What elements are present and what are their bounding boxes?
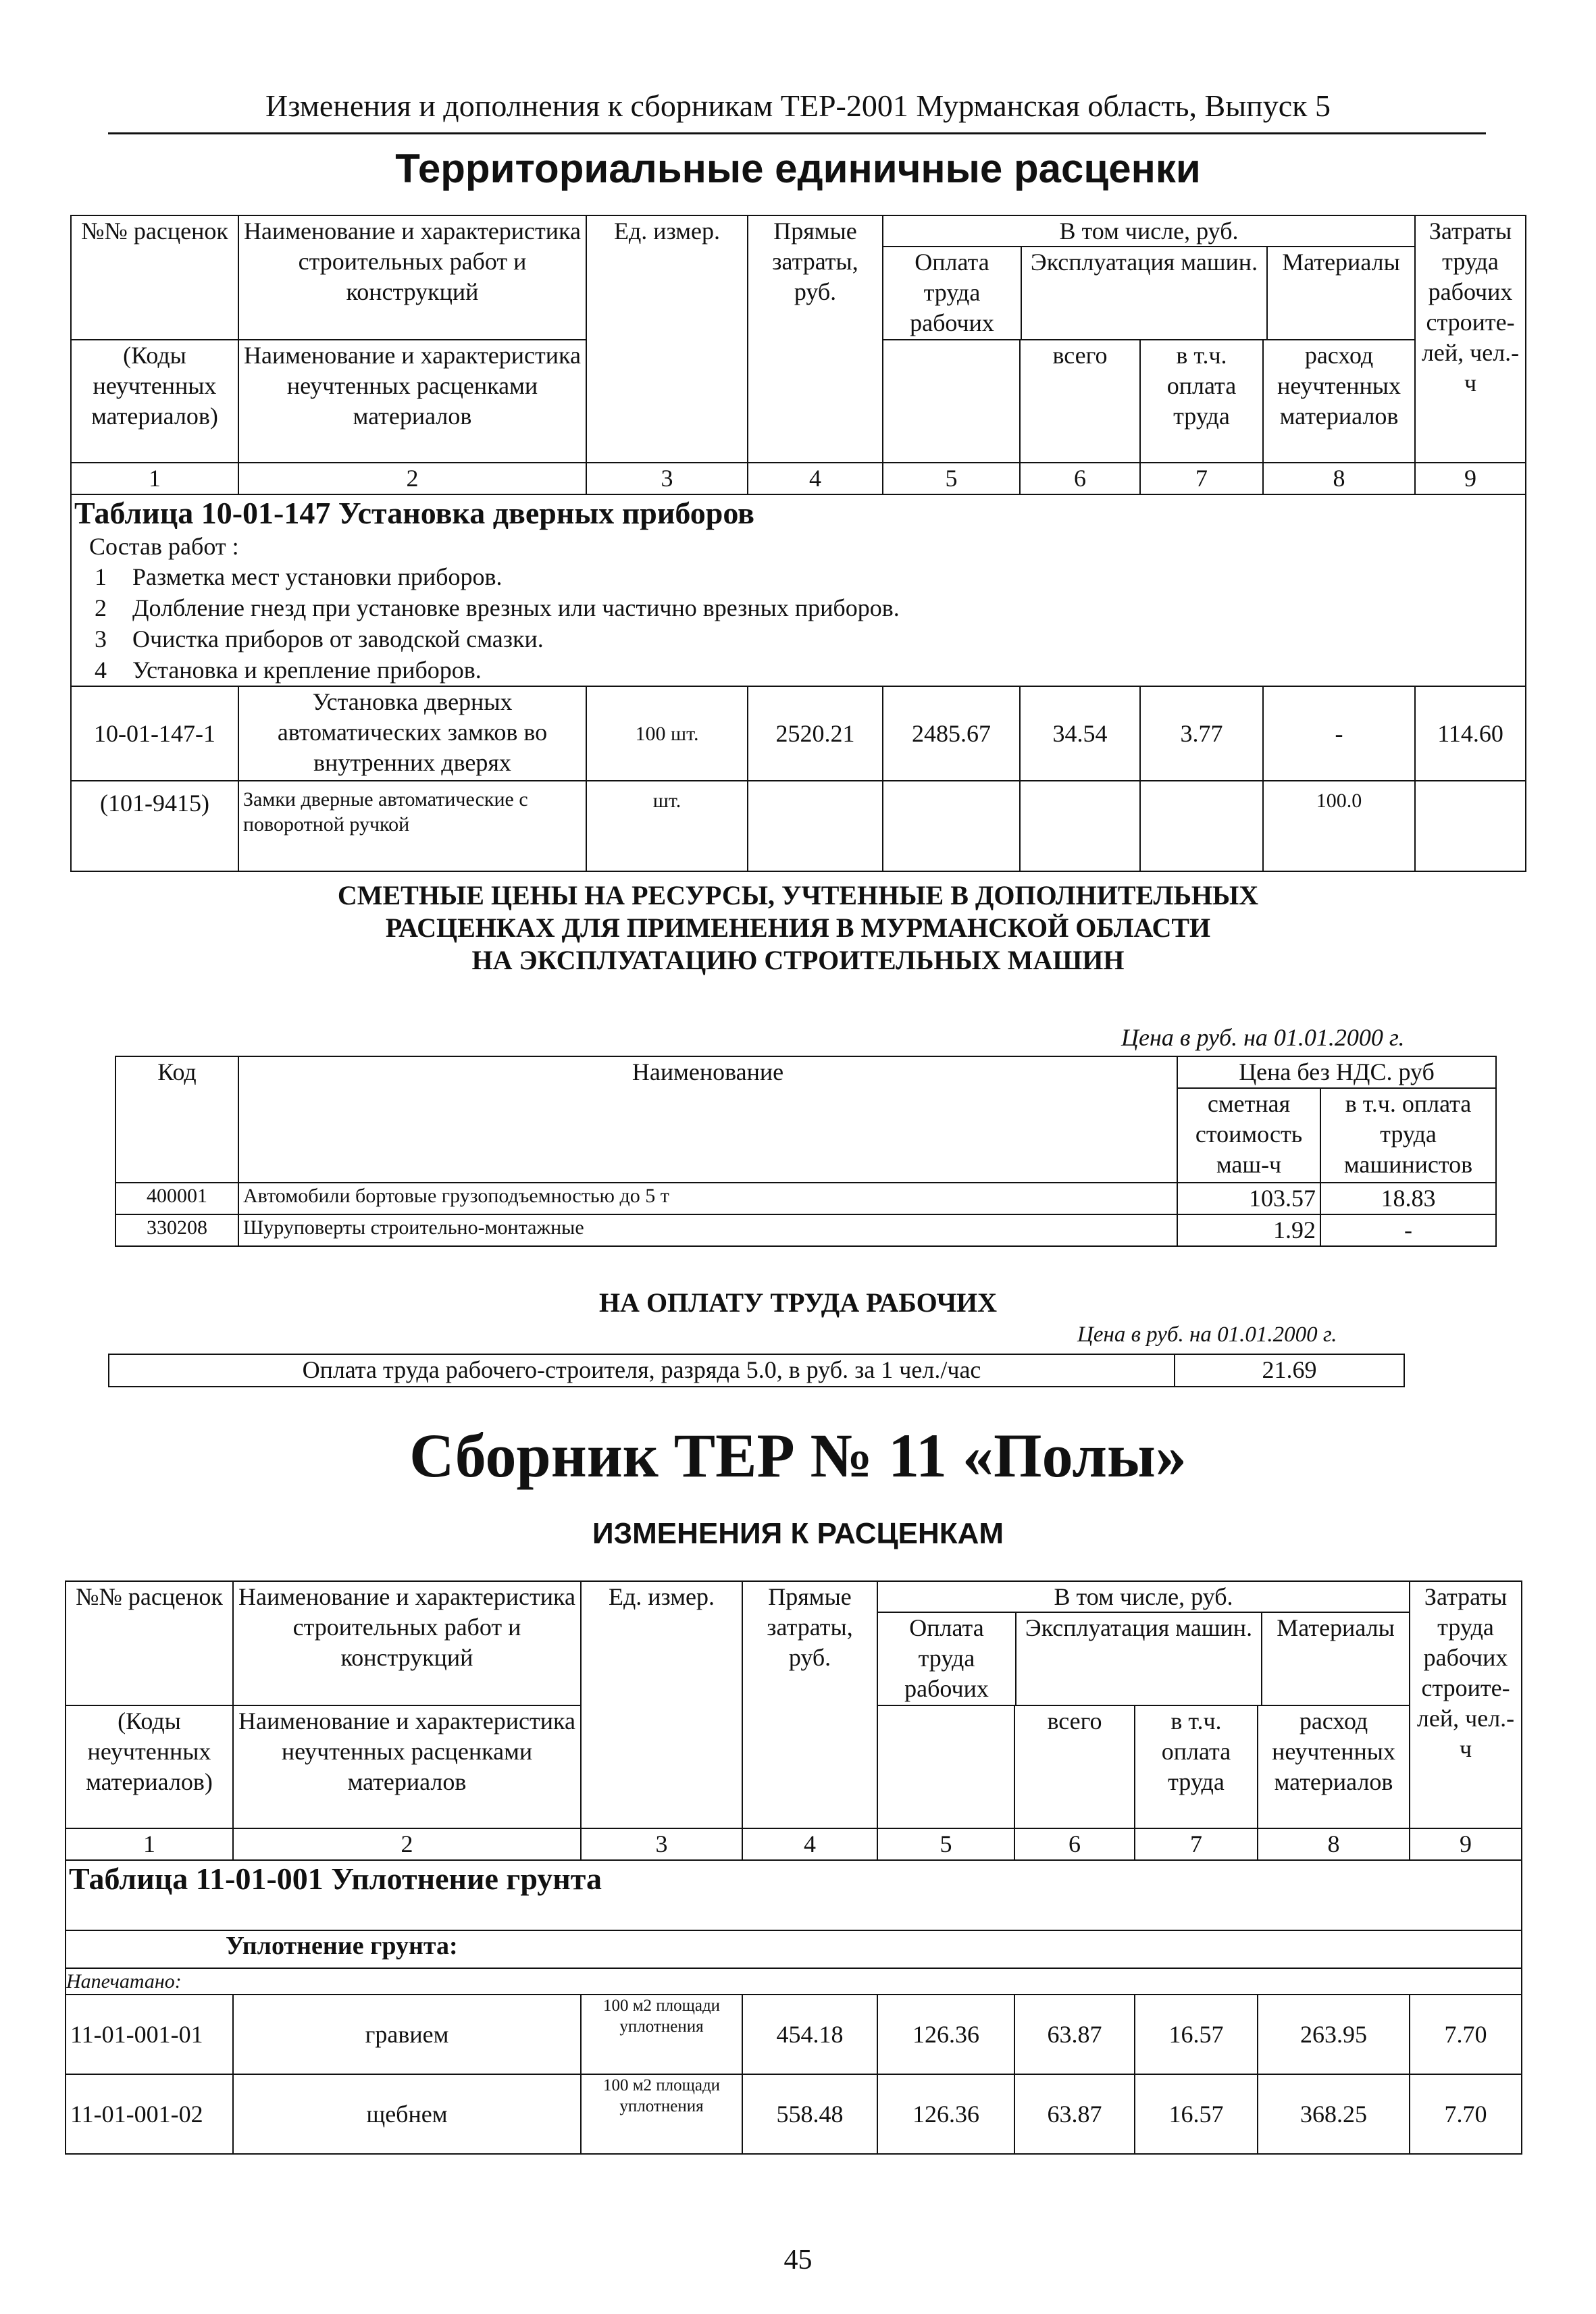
- machines-price-note: Цена в руб. на 01.01.2000 г.: [1121, 1024, 1405, 1051]
- prices-heading-line: СМЕТНЫЕ ЦЕНЫ НА РЕСУРСЫ, УЧТЕННЫЕ В ДОПОЛНИТЕЛЬНЫХ: [337, 880, 1259, 910]
- empty-cell: [748, 781, 883, 871]
- col-num: 4: [742, 1828, 877, 1860]
- composition-label: Состав работ :: [89, 533, 239, 560]
- rate-unit: 100 м2 площади уплотнения: [581, 1995, 742, 2074]
- machines-h-wage: в т.ч. оплата труда машинистов: [1320, 1088, 1496, 1183]
- material-unit: шт.: [586, 781, 748, 871]
- hdr-name-bottom: Наименование и характеристика неучтенных расценками материалов: [238, 340, 586, 463]
- rate-labor-hours: 7.70: [1410, 2074, 1522, 2154]
- rate-labor-hours: 7.70: [1410, 1995, 1522, 2074]
- col-num: 2: [233, 1828, 581, 1860]
- hdr-unit: Ед. измер.: [586, 215, 748, 463]
- hdr-labor-hours: Затраты труда рабочих строите-лей, чел.-ч: [1410, 1581, 1522, 1828]
- hdr-materials: Материалы: [1277, 1614, 1395, 1641]
- changes-heading: ИЗМЕНЕНИЯ К РАСЦЕНКАМ: [592, 1517, 1004, 1550]
- hdr-machines-labor: в т.ч. оплата труда: [1135, 1705, 1258, 1828]
- hdr-name-top: Наименование и характеристика строительных работ и конструкций: [238, 215, 586, 340]
- rate-direct: 454.18: [742, 1995, 877, 2074]
- machine-wage: -: [1320, 1214, 1496, 1246]
- wages-label: Оплата труда рабочего-строителя, разряда 5.0, в руб. за 1 чел./час: [109, 1354, 1175, 1387]
- col-num: 3: [586, 463, 748, 494]
- hdr-name-top: Наименование и характеристика строительных работ и конструкций: [233, 1581, 581, 1705]
- machines-h-cost: сметная стоимость маш-ч: [1177, 1088, 1320, 1183]
- hdr-code-bottom: (Коды неучтенных материалов): [66, 1705, 233, 1828]
- rate-labor: 2485.67: [883, 686, 1020, 781]
- rate-machines: 63.87: [1014, 1995, 1135, 2074]
- hdr-labor-cont: [877, 1705, 1014, 1828]
- rates-table-1: [70, 215, 1526, 872]
- rate-machines-labor: 3.77: [1140, 686, 1263, 781]
- page-number: 45: [783, 2244, 813, 2276]
- empty-cell: [1415, 781, 1526, 871]
- step-item: 1 Разметка мест установки приборов.: [95, 563, 503, 590]
- step-item: 4 Установка и крепление приборов.: [95, 657, 482, 684]
- table-2-caption: Таблица 11-01-001 Уплотнение грунта: [66, 1860, 1522, 1930]
- wages-value: 21.69: [1175, 1354, 1404, 1387]
- rate-labor-hours: 114.60: [1415, 686, 1526, 781]
- machines-h-code: Код: [115, 1056, 238, 1183]
- machine-wage: 18.83: [1320, 1183, 1496, 1214]
- col-num: 5: [883, 463, 1020, 494]
- rate-machines: 63.87: [1014, 2074, 1135, 2154]
- col-num: 1: [66, 1828, 233, 1860]
- col-num: 3: [581, 1828, 742, 1860]
- hdr-labor: Оплата труда рабочих: [878, 1613, 1016, 1705]
- wages-table: [108, 1354, 1405, 1387]
- rate-machines: 34.54: [1020, 686, 1140, 781]
- rate-labor: 126.36: [877, 2074, 1014, 2154]
- machines-h-name: Наименование: [238, 1056, 1177, 1183]
- rate-code: 11-01-001-02: [66, 2074, 233, 2154]
- machine-name: Автомобили бортовые грузоподъемностью до 5 т: [238, 1183, 1177, 1214]
- step-item: 3 Очистка приборов от заводской смазки.: [95, 625, 544, 652]
- hdr-machines-labor: в т.ч. оплата труда: [1140, 340, 1263, 463]
- col-num: 9: [1410, 1828, 1522, 1860]
- rate-materials: -: [1263, 686, 1415, 781]
- col-num: 8: [1263, 463, 1415, 494]
- prices-heading-line: НА ЭКСПЛУАТАЦИЮ СТРОИТЕЛЬНЫХ МАШИН: [471, 945, 1125, 975]
- col-num: 9: [1415, 463, 1526, 494]
- hdr-group-wrap: [877, 1581, 1410, 1705]
- rate-name: щебнем: [233, 2074, 581, 2154]
- machine-code: 330208: [115, 1214, 238, 1246]
- prices-heading-line: РАСЦЕНКАХ ДЛЯ ПРИМЕНЕНИЯ В МУРМАНСКОЙ ОБЛАСТИ: [385, 912, 1211, 943]
- material-code: (101-9415): [71, 781, 238, 871]
- hdr-machines: Эксплуатация машин.: [1016, 1613, 1262, 1705]
- hdr-materials-consumption: расход неучтенных материалов: [1263, 340, 1415, 463]
- rate-code: 11-01-001-01: [66, 1995, 233, 2074]
- header-divider: [108, 132, 1486, 134]
- empty-cell: [1020, 781, 1140, 871]
- hdr-materials: Материалы: [1282, 249, 1400, 276]
- col-num: 5: [877, 1828, 1014, 1860]
- col-num: 4: [748, 463, 883, 494]
- machine-cost: 103.57: [1177, 1183, 1320, 1214]
- collection-title: Сборник ТЕР № 11 «Полы»: [409, 1421, 1187, 1490]
- hdr-code-top: №№ расценок: [71, 215, 238, 340]
- col-num: 1: [71, 463, 238, 494]
- rate-materials: 368.25: [1258, 2074, 1410, 2154]
- hdr-labor-hours: Затраты труда рабочих строите-лей, чел.-ч: [1415, 215, 1526, 463]
- machines-table: [115, 1056, 1497, 1247]
- rate-direct: 558.48: [742, 2074, 877, 2154]
- rate-direct: 2520.21: [748, 686, 883, 781]
- rate-name: Установка дверных автоматических замков во внутренних дверях: [238, 686, 586, 781]
- rates-table-2: [65, 1580, 1522, 2155]
- hdr-group: В том числе, руб.: [878, 1582, 1409, 1613]
- empty-cell: [883, 781, 1020, 871]
- printed-label: Напечатано:: [66, 1968, 1522, 1995]
- group-label: Уплотнение грунта:: [66, 1930, 1522, 1968]
- hdr-labor-cont: [883, 340, 1020, 463]
- machines-h-price: Цена без НДС. руб: [1177, 1056, 1496, 1088]
- hdr-unit: Ед. измер.: [581, 1581, 742, 1828]
- rate-unit: 100 шт.: [586, 686, 748, 781]
- rate-code: 10-01-147-1: [71, 686, 238, 781]
- wages-heading: НА ОПЛАТУ ТРУДА РАБОЧИХ: [598, 1287, 998, 1318]
- hdr-group: В том числе, руб.: [883, 216, 1414, 247]
- page-header: Изменения и дополнения к сборникам ТЕР-2001 Мурманская область, Выпуск 5: [265, 88, 1331, 123]
- hdr-code-bottom: (Коды неучтенных материалов): [71, 340, 238, 463]
- material-name: Замки дверные автоматические с поворотной ручкой: [238, 781, 586, 871]
- empty-cell: [1140, 781, 1263, 871]
- hdr-machines: Эксплуатация машин.: [1022, 247, 1268, 339]
- hdr-name-bottom: Наименование и характеристика неучтенных расценками материалов: [233, 1705, 581, 1828]
- prices-heading: [0, 879, 1596, 977]
- hdr-direct: Прямые затраты, руб.: [742, 1581, 877, 1828]
- hdr-group-wrap: [883, 215, 1415, 340]
- step-item: 2 Долбление гнезд при установке врезных или частично врезных приборов.: [95, 594, 900, 621]
- col-num: 2: [238, 463, 586, 494]
- table-1-intro: [71, 494, 1526, 686]
- col-num: 7: [1140, 463, 1263, 494]
- hdr-materials-consumption: расход неучтенных материалов: [1258, 1705, 1410, 1828]
- hdr-machines-total: всего: [1014, 1705, 1135, 1828]
- steps-list: [74, 561, 1525, 686]
- machine-name: Шуруповерты строительно-монтажные: [238, 1214, 1177, 1246]
- hdr-machines-total: всего: [1020, 340, 1140, 463]
- rate-machines-labor: 16.57: [1135, 1995, 1258, 2074]
- rate-unit: 100 м2 площади уплотнения: [581, 2074, 742, 2154]
- table-1-caption: Таблица 10-01-147 Установка дверных приборов: [74, 496, 755, 530]
- rate-machines-labor: 16.57: [1135, 2074, 1258, 2154]
- section-title: Территориальные единичные расценки: [395, 146, 1201, 191]
- rate-labor: 126.36: [877, 1995, 1014, 2074]
- col-num: 6: [1014, 1828, 1135, 1860]
- material-consumption: 100.0: [1263, 781, 1415, 871]
- col-num: 7: [1135, 1828, 1258, 1860]
- machine-code: 400001: [115, 1183, 238, 1214]
- hdr-labor: Оплата труда рабочих: [883, 247, 1022, 339]
- machine-cost: 1.92: [1177, 1214, 1320, 1246]
- col-num: 6: [1020, 463, 1140, 494]
- hdr-direct: Прямые затраты, руб.: [748, 215, 883, 463]
- wages-price-note: Цена в руб. на 01.01.2000 г.: [1077, 1322, 1337, 1347]
- col-num: 8: [1258, 1828, 1410, 1860]
- hdr-code-top: №№ расценок: [66, 1581, 233, 1705]
- rate-name: гравием: [233, 1995, 581, 2074]
- rate-materials: 263.95: [1258, 1995, 1410, 2074]
